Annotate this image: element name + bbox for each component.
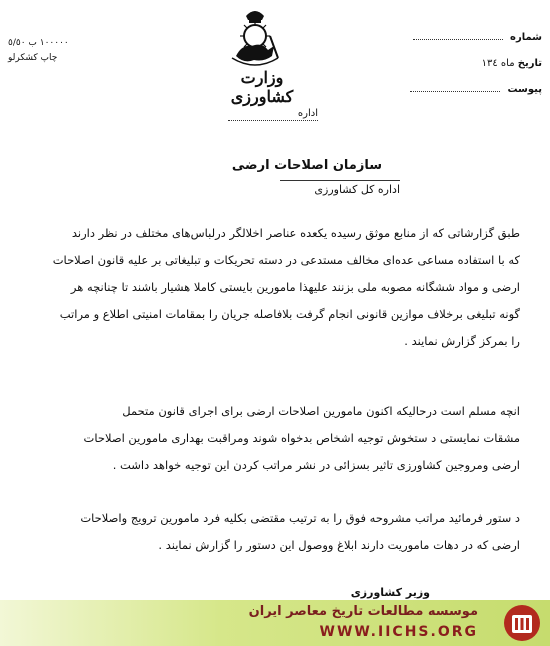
lion-and-sun-emblem-icon xyxy=(228,6,282,68)
date-field xyxy=(372,58,542,69)
attachment-label: پیوست xyxy=(507,84,542,95)
text-line: ارضی که در دهات ماموریت دارند ابلاغ ووصول این دستور را گزارش نمایند . xyxy=(158,538,520,552)
ministry-title: وزارت کشاورزی xyxy=(230,68,294,106)
text-line: را بمرکز گزارش نمایند . xyxy=(404,334,520,348)
institute-logo-icon xyxy=(500,603,544,643)
paragraph-1 xyxy=(30,220,520,355)
text-line: ارضی ومروجین کشاورزی تاثیر بسزائی در نشر مراتب کردن این توجیه خواهد داشت . xyxy=(112,458,520,472)
paragraph-2 xyxy=(30,398,520,479)
department-field xyxy=(228,108,318,121)
recipient-name: سازمان اصلاحات ارضی xyxy=(231,158,382,173)
watermark-url[interactable]: WWW.IICHS.ORG xyxy=(319,624,478,640)
printer-name: چاپ کشکرلو xyxy=(8,53,58,63)
paragraph-3 xyxy=(30,505,520,559)
text-line: که با استفاده مساعی عده‌ای مخالف مستدعی در دسته تحریکات و تبلیغاتی بر علیه قانون اصلاحات xyxy=(52,253,520,267)
number-label: شماره xyxy=(510,32,542,43)
date-label: تاریخ xyxy=(517,58,542,69)
text-line: ارضی و مواد ششگانه مصوبه ملی بزنند علیهذا مامورین بایستی کاملا هشیار باشند تا چنانچه هر xyxy=(70,280,520,294)
department-label: اداره xyxy=(297,108,318,119)
watermark-title: موسسه مطالعات تاریخ معاصر ایران xyxy=(248,604,478,619)
text-line: د ستور فرمائید مراتب مشروحه فوق را به ترتیب مقتضی بکلیه فرد مامورین ترویج واصلاحات xyxy=(80,511,520,525)
signature-title: وزیر کشاورزی xyxy=(350,586,430,599)
number-field xyxy=(372,32,542,43)
recipient-cc: اداره کل کشاورزی xyxy=(280,180,400,196)
text-line: گونه تبلیغی برخلاف موازین قانونی انجام گرفت بلافاصله جریان را بمقامات امنیتی اطلاع و مراتب xyxy=(59,307,520,321)
text-line: انچه مسلم است درحالیکه اکنون مامورین اصلاحات ارضی برای اجرای قانون متحمل xyxy=(122,404,520,418)
text-line: مشقات نمایستی د ستخوش توجیه اشخاص بدخواه شوند ومراقبت بهداری مامورین اصلاحات xyxy=(83,431,520,445)
print-code: ١٠٠٠٠٠ ب ٥/٥٠ xyxy=(8,38,69,48)
date-value: ماه ۱۳٤ xyxy=(481,58,515,69)
text-line: طبق گزارشاتی که از منابع موثق رسیده یکعده عناصر اخلالگر درلباس‌های مختلف در نظر دارند xyxy=(71,226,520,240)
attachment-field xyxy=(372,84,542,95)
